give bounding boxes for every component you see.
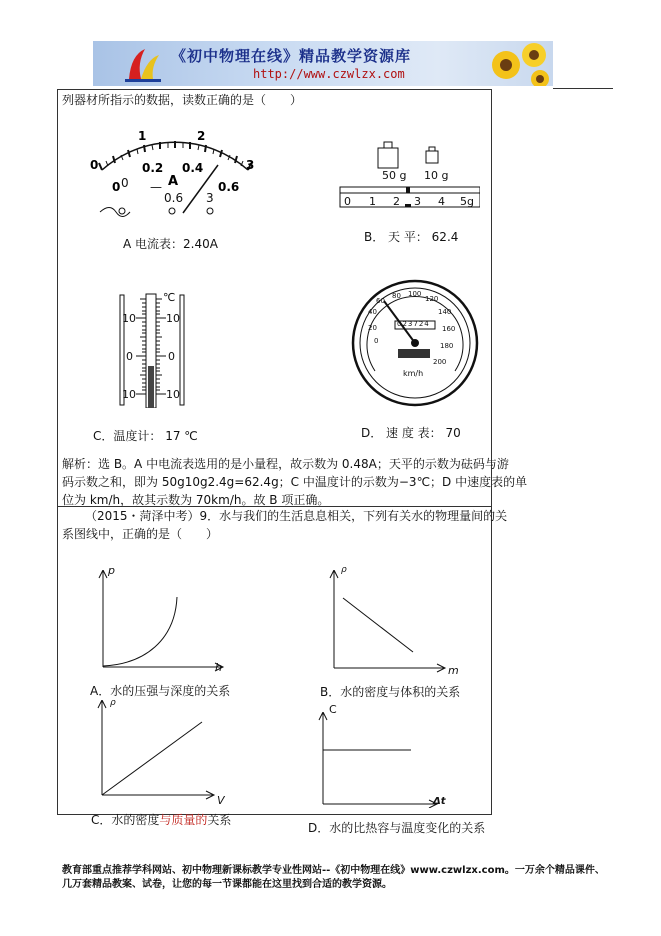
question9-line-1: （2015・菏泽中考）9．水与我们的生活息息相关，下列有关水的物理量间的关 [85,509,508,523]
thermo-label-minus10-left: 10 [122,388,136,401]
graph-a-caption: A．水的压强与深度的关系 [90,684,231,698]
thermo-label-minus10-right: 10 [166,388,180,401]
speedo-tick-140: 140 [438,308,452,316]
question-intro: 列器材所指示的数据，读数正确的是（ ） [62,93,303,107]
ammeter-top-3: 3 [246,158,255,172]
graph-c-caption-pre: C．水的密度 [91,813,160,827]
option-b-label: B． 天 平： 62.4 [364,230,459,244]
balance-tick-2: 2 [393,195,400,208]
graph-c [94,700,224,805]
graph-c-caption-post: 关系 [207,813,232,827]
ammeter-term-06: 0.6 [164,191,184,205]
option-a-label: A 电流表：2.40A [123,237,218,251]
graph-d-caption: D．水的比热容与温度变化的关系 [308,821,486,835]
thermo-label-0-right: 0 [168,350,175,363]
graph-d [315,712,445,808]
graph-c-xlabel: V [217,794,225,807]
speedo-tick-100: 100 [408,290,422,298]
balance-tick-3: 3 [414,195,421,208]
speedo-tick-120: 120 [425,295,439,303]
option-c-label: C．温度计： 17 ℃ [93,429,198,443]
header-rule [553,88,613,89]
ammeter-bottom-02: 0.2 [142,161,164,175]
ammeter-term-0: 0 [121,176,129,190]
thermo-unit: ℃ [163,291,176,304]
graph-a-xlabel: h [215,661,222,674]
graph-b [325,570,450,673]
ammeter-unit: A [168,174,179,189]
header-banner [93,41,553,86]
analysis-line-2: 码示数之和，即为 50g10g2.4g=62.4g；C 中温度计的示数为−3℃；D 中速度表的单 [62,475,528,489]
graph-b-ylabel: ρ [341,565,347,575]
speedo-tick-60: 60 [376,297,385,305]
thermo-label-10-right: 10 [166,312,180,325]
footer-line-2: 几万套精品教案、试卷，让您的每一节课都能在这里找到合适的教学资源。 [62,879,392,890]
balance-tick-1: 1 [369,195,376,208]
question9-line-2: 系图线中，正确的是（ ） [62,527,219,541]
graph-d-xlabel: Δt [433,796,446,807]
speedo-tick-200: 200 [433,358,447,366]
ammeter-term-3: 3 [206,191,214,205]
speedo-tick-80: 80 [392,292,401,300]
balance-tick-5: 5g [460,195,474,208]
speedo-tick-160: 160 [442,325,456,333]
speedometer-figure [351,279,479,407]
graph-c-ylabel: ρ [110,698,116,708]
banner-title: 《初中物理在线》精品教学资源库 [171,47,412,65]
weight-50g: 50 g [382,169,407,182]
speedo-tick-40: 40 [368,308,377,316]
thermo-label-0-left: 0 [126,350,133,363]
thermo-label-10-left: 10 [122,312,136,325]
odometer: 023724 [397,320,430,328]
graph-b-caption: B．水的密度与体积的关系 [320,685,461,699]
graph-a-ylabel: p [108,564,115,577]
site-logo [123,45,163,83]
graph-d-ylabel: C [329,703,337,716]
weight-10g: 10 g [424,169,449,182]
ammeter-bottom-0: 0 [112,180,121,194]
ammeter-bottom-06: 0.6 [218,180,240,194]
speedo-tick-0: 0 [374,337,379,345]
sunflower-image [488,41,553,86]
banner-url[interactable]: http://www.czwlzx.com [253,67,405,81]
balance-tick-4: 4 [438,195,445,208]
graph-c-caption-red: 与质量的 [159,813,208,827]
balance-tick-0: 0 [344,195,351,208]
ammeter-top-0: 0 [90,158,99,172]
graph-c-caption [91,811,231,829]
speedo-unit: km/h [403,369,424,378]
graph-b-xlabel: m [448,664,459,677]
ammeter-term-minus: — [150,180,162,194]
footer-line-1: 教育部重点推荐学科网站、初中物理新课标教学专业性网站--《初中物理在线》www.czwlzx.com。一万余个精品课件、 [62,865,605,876]
option-d-label: D． 速 度 表： 70 [361,426,461,440]
analysis-line-3: 位为 km/h，故其示数为 70km/h。故 B 项正确。 [62,493,330,507]
ammeter-bottom-04: 0.4 [182,161,204,175]
speedo-tick-180: 180 [440,342,454,350]
graph-a [95,570,225,675]
ammeter-top-2: 2 [197,129,206,143]
ammeter-top-1: 1 [138,129,147,143]
analysis-line-1: 解析：选 B。A 中电流表选用的是小量程，故示数为 0.48A；天平的示数为砝码与游 [62,457,509,471]
speedo-tick-20: 20 [368,324,377,332]
